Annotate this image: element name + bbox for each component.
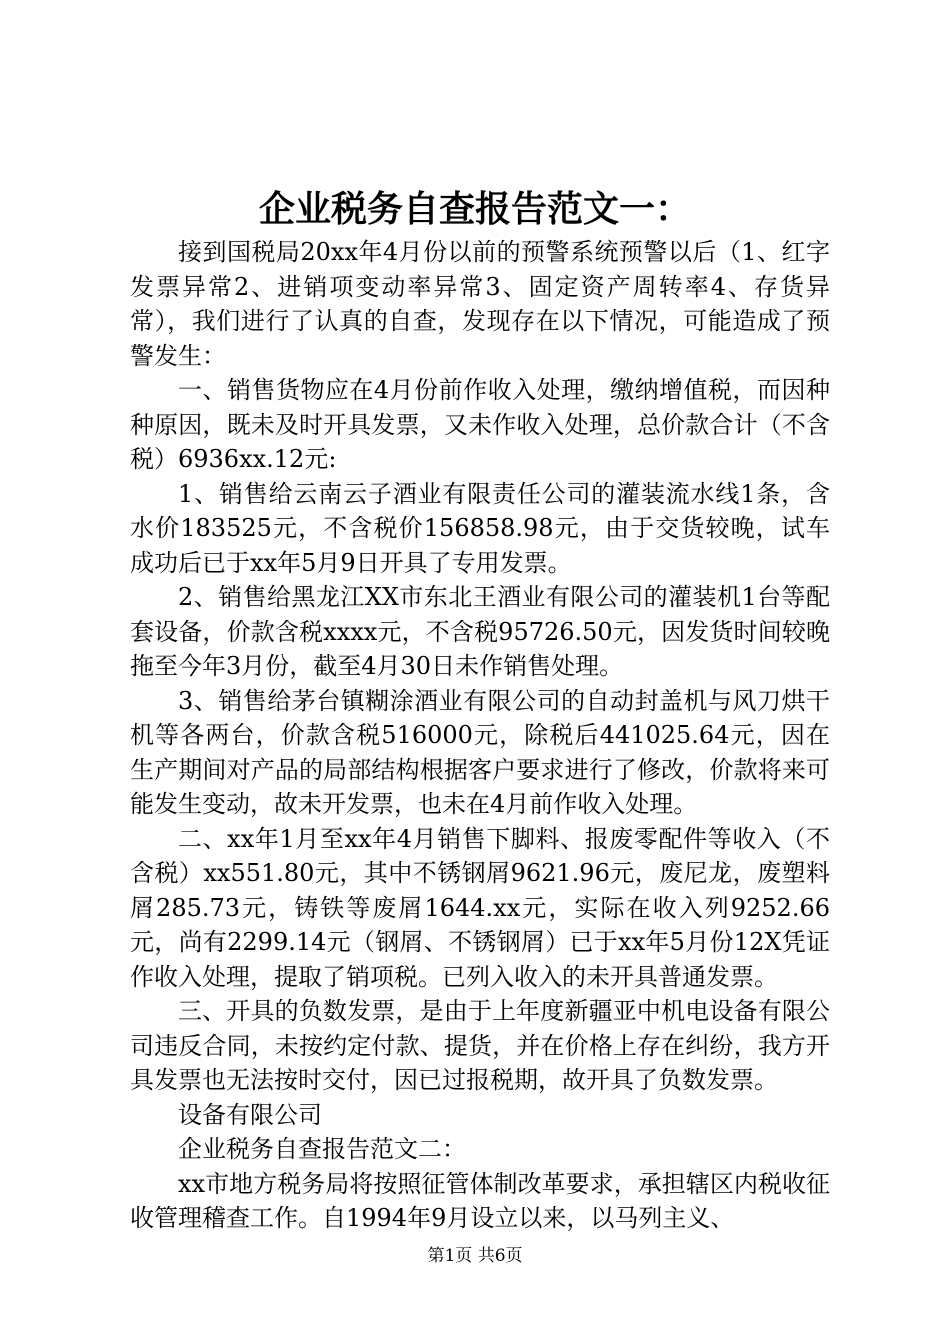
- page-footer: 第1页 共6页: [427, 1246, 523, 1266]
- paragraph-text-2: xx市地方税务局将按照征管体制改革要求，承担辖区内税收征收管理稽查工作。自1994年9月设立以来，以马列主义、: [130, 1169, 830, 1232]
- paragraph-section-2: 二、xx年1月至xx年4月销售下脚料、报废零配件等收入（不含税）xx551.80元，其中不锈钢屑9621.96元，废尼龙，废塑料屑285.73元，铸铁等废屑1644.xx元，实际在收入列9252.66元，尚有2299.14元（钢屑、不锈钢屑）已于xx年5月份12X凭证作收入处理，提取了销项税。已列入收入的未开具普通发票。: [130, 824, 830, 991]
- paragraph-item-2: 2、销售给黑龙江XX市东北王酒业有限公司的灌装机1台等配套设备，价款含税xxxx元，不含税95726.50元，因发货时间较晚拖至今年3月份，截至4月30日未作销售处理。: [130, 583, 830, 680]
- document-body: [130, 235, 830, 1236]
- paragraph-intro: 接到国税局20xx年4月份以前的预警系统预警以后（1、红字发票异常2、进销项变动率异常3、固定资产周转率4、存货异常），我们进行了认真的自查，发现存在以下情况，可能造成了预警发生：: [130, 238, 830, 370]
- paragraph-item-1: 1、销售给云南云子酒业有限责任公司的灌装流水线1条，含水价183525元，不含税价156858.98元，由于交货较晚，试车成功后已于xx年5月9日开具了专用发票。: [130, 479, 830, 577]
- paragraph-heading-2: 企业税务自查报告范文二：: [178, 1135, 466, 1163]
- paragraph-item-3: 3、销售给茅台镇糊涂酒业有限公司的自动封盖机与风刀烘干机等各两台，价款含税516000元，除税后441025.64元，因在生产期间对产品的局部结构根据客户要求进行了修改，价款将来可能发生变动，故未开发票，也未在4月前作收入处理。: [130, 686, 830, 818]
- paragraph-company: 设备有限公司: [178, 1100, 322, 1129]
- document-title: 企业税务自查报告范文一：: [258, 188, 691, 230]
- paragraph-section-1: 一、销售货物应在4月份前作收入处理，缴纳增值税，而因种种原因，既未及时开具发票，又未作收入处理，总价款合计（不含税）6936xx.12元:: [130, 376, 830, 473]
- paragraph-section-3: 三、开具的负数发票，是由于上年度新疆亚中机电设备有限公司违反合同，未按约定付款、提货，并在价格上存在纠纷，我方开具发票也无法按时交付，因已过报税期，故开具了负数发票。: [130, 997, 830, 1094]
